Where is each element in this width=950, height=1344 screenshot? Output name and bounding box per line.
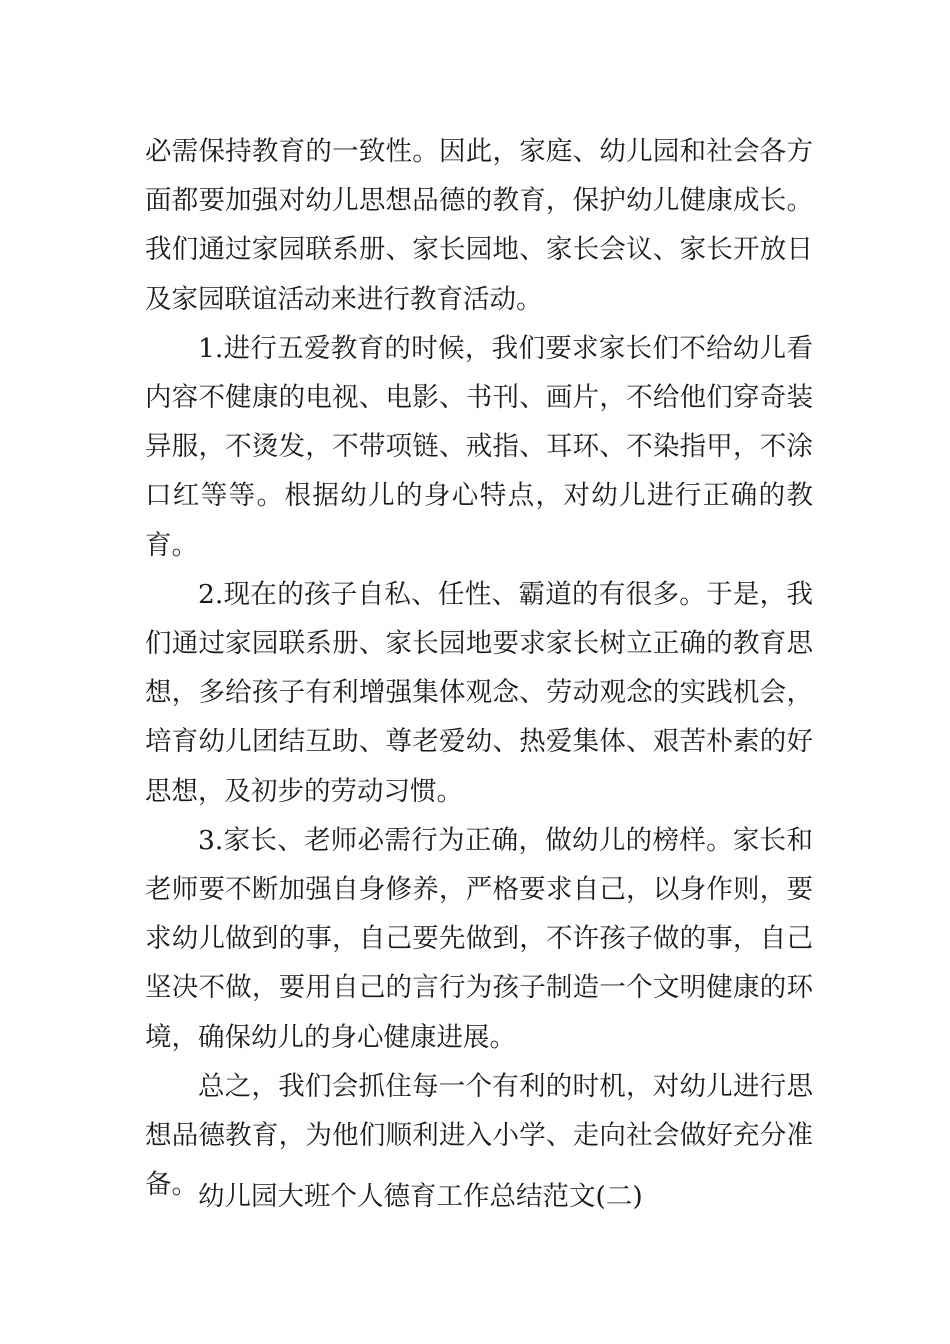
paragraph-continuation: 必需保持教育的一致性。因此，家庭、幼儿园和社会各方面都要加强对幼儿思想品德的教育，保护幼儿健康成长。我们通过家园联系册、家长园地、家长会议、家长开放日及家园联谊活动来进行教育活动。: [145, 136, 813, 315]
section-title: 幼儿园大班个人德育工作总结范文(二): [198, 1181, 643, 1212]
body-text: [145, 127, 813, 1209]
paragraph-conclusion: 总之，我们会抓住每一个有利的时机，对幼儿进行思想品德教育，为他们顺利进入小学、走向社会做好充分准备。: [145, 1070, 813, 1201]
paragraph-item-2: 2.现在的孩子自私、任性、霸道的有很多。于是，我们通过家园联系册、家长园地要求家长树立正确的教育思想，多给孩子有利增强集体观念、劳动观念的实践机会，培育幼儿团结互助、尊老爱幼、热爱集体、艰苦朴素的好思想，及初步的劳动习惯。: [145, 578, 813, 807]
paragraph-item-1: 1.进行五爱教育的时候，我们要求家长们不给幼儿看内容不健康的电视、电影、书刊、画片，不给他们穿奇装异服，不烫发，不带项链、戒指、耳环、不染指甲，不涂口红等等。根据幼儿的身心特点，对幼儿进行正确的教育。: [145, 332, 813, 561]
paragraph-item-3: 3.家长、老师必需行为正确，做幼儿的榜样。家长和老师要不断加强自身修养，严格要求自己，以身作则，要求幼儿做到的事，自己要先做到，不许孩子做的事，自己坚决不做，要用自己的言行为孩子制造一个文明健康的环境，确保幼儿的身心健康进展。: [145, 824, 813, 1053]
